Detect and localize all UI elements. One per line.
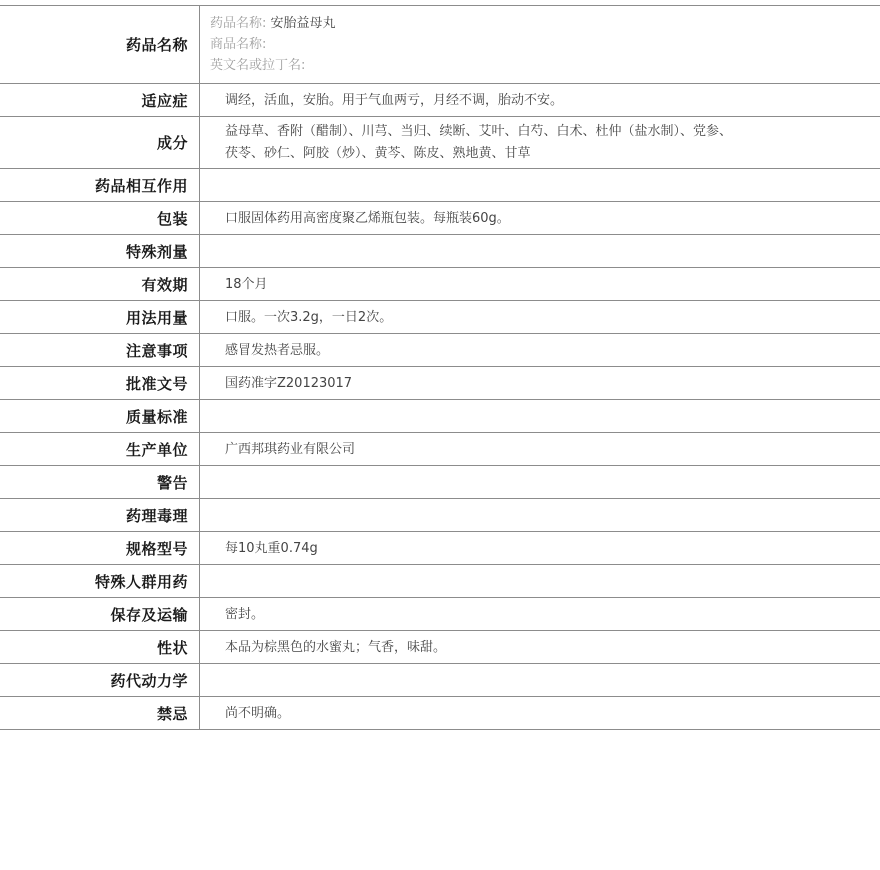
- row-value: 尚不明确。: [225, 705, 291, 721]
- row-quality-standard: [0, 400, 880, 433]
- row-contraindications: [0, 697, 880, 730]
- row-precautions: [0, 334, 880, 367]
- row-value: [200, 664, 880, 696]
- row-label: 保存及运输: [0, 598, 200, 630]
- row-label: 药代动力学: [0, 664, 200, 696]
- row-label: 规格型号: [0, 532, 200, 564]
- drug-name-line: [210, 13, 336, 34]
- row-label: 注意事项: [0, 334, 200, 366]
- row-value: 调经，活血，安胎。用于气血两亏，月经不调，胎动不安。: [225, 92, 564, 108]
- row-label: 生产单位: [0, 433, 200, 465]
- row-label: 特殊剂量: [0, 235, 200, 267]
- row-value: [200, 499, 880, 531]
- row-label: 警告: [0, 466, 200, 498]
- english-name-key: 英文名或拉丁名:: [210, 58, 306, 73]
- row-label: 用法用量: [0, 301, 200, 333]
- ingredients-line-1: 益母草、香附（醋制）、川芎、当归、续断、艾叶、白芍、白术、杜仲（盐水制）、党参、: [225, 123, 733, 139]
- row-ingredients: [0, 117, 880, 169]
- row-label: 禁忌: [0, 697, 200, 729]
- row-value: [200, 117, 880, 168]
- row-indication: [0, 84, 880, 117]
- row-value: [200, 400, 880, 432]
- row-approval-number: [0, 367, 880, 400]
- row-value: 密封。: [225, 606, 265, 622]
- row-label: 批准文号: [0, 367, 200, 399]
- row-usage: [0, 301, 880, 334]
- row-value: 口服固体药用高密度聚乙烯瓶包装。每瓶装60g。: [225, 210, 510, 226]
- row-value: [200, 466, 880, 498]
- drug-name-key: 药品名称:: [210, 16, 267, 31]
- ingredients-line-2: 茯苓、砂仁、阿胶（炒）、黄芩、陈皮、熟地黄、甘草: [225, 145, 531, 161]
- drug-name-value: 安胎益母丸: [270, 16, 336, 31]
- drug-name-cell: [200, 6, 336, 83]
- row-warning: [0, 466, 880, 499]
- row-label: 药品相互作用: [0, 169, 200, 201]
- row-label: 适应症: [0, 84, 200, 116]
- row-packaging: [0, 202, 880, 235]
- english-name-line: [210, 55, 336, 76]
- row-manufacturer: [0, 433, 880, 466]
- drug-info-table: [0, 5, 880, 730]
- row-label: 质量标准: [0, 400, 200, 432]
- row-label: 性状: [0, 631, 200, 663]
- row-value: 国药准字Z20123017: [225, 375, 353, 391]
- row-value: 本品为棕黑色的水蜜丸；气香，味甜。: [225, 639, 447, 655]
- row-specification: [0, 532, 880, 565]
- row-label: 成分: [0, 117, 200, 168]
- row-label: 有效期: [0, 268, 200, 300]
- row-value: 18个月: [225, 276, 268, 292]
- row-label: 特殊人群用药: [0, 565, 200, 597]
- row-interactions: [0, 169, 880, 202]
- row-storage: [0, 598, 880, 631]
- row-value: 感冒发热者忌服。: [225, 342, 330, 358]
- row-special-population: [0, 565, 880, 598]
- row-label: 包装: [0, 202, 200, 234]
- row-pharmacology: [0, 499, 880, 532]
- row-appearance: [0, 631, 880, 664]
- row-shelf-life: [0, 268, 880, 301]
- trade-name-line: [210, 34, 336, 55]
- row-value: [200, 235, 880, 267]
- row-value: 每10丸重0.74g: [225, 540, 318, 556]
- row-special-dosage: [0, 235, 880, 268]
- row-label: 药品名称: [0, 6, 200, 83]
- row-value: 口服。一次3.2g，一日2次。: [225, 309, 393, 325]
- row-value: 广西邦琪药业有限公司: [225, 441, 356, 457]
- row-label: 药理毒理: [0, 499, 200, 531]
- trade-name-key: 商品名称:: [210, 37, 267, 52]
- row-pharmacokinetics: [0, 664, 880, 697]
- row-value: [200, 565, 880, 597]
- row-drug-name: [0, 6, 880, 84]
- row-value: [200, 169, 880, 201]
